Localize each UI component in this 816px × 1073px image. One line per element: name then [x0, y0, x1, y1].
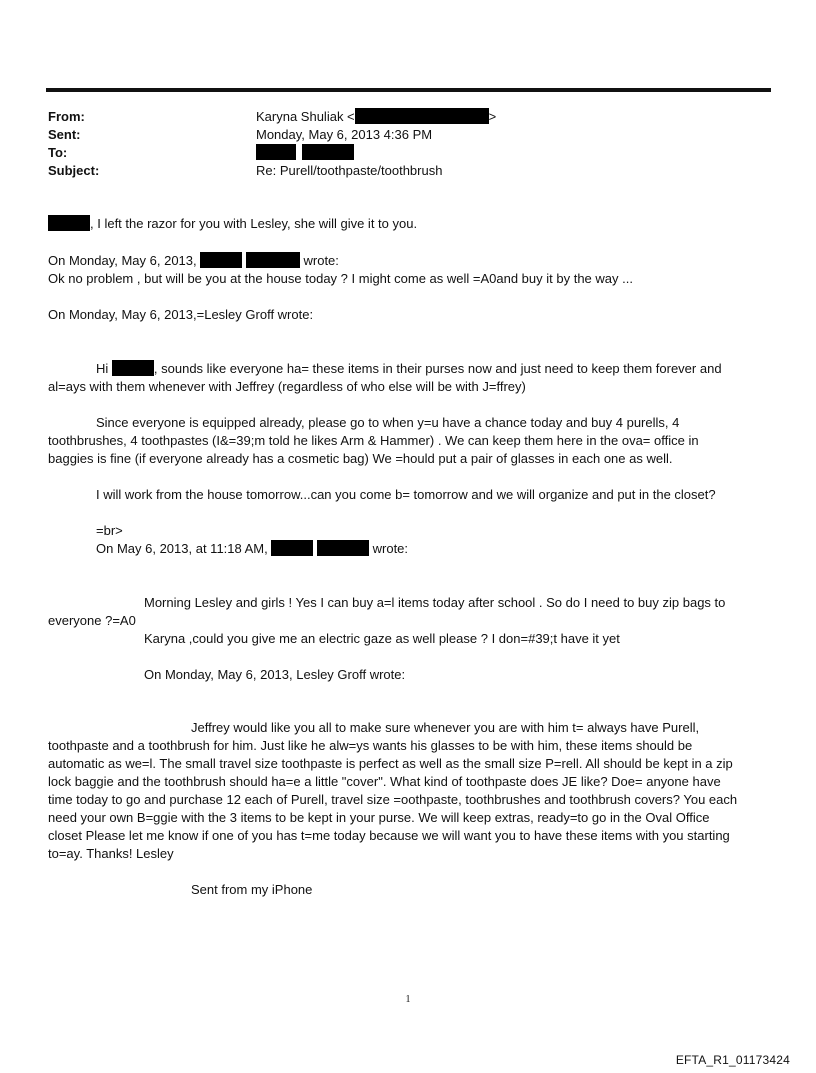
redaction-box: [256, 144, 296, 160]
body-line: lock baggie and the toothbrush should ha=e a little "cover". What kind of toothpaste does JE like? Doe= anyone have: [48, 774, 721, 789]
body-line: Karyna ,could you give me an electric gaze as well please ? I don=#39;t have it yet: [144, 631, 620, 646]
body-line: baggies is fine (if everyone already has a cosmetic bag) We =hould put a pair of glasses in each one as well.: [48, 451, 673, 466]
body-line: Since everyone is equipped already, please go to when y=u have a chance today and buy 4 purells, 4: [96, 415, 680, 430]
redaction-box: [271, 540, 313, 556]
redaction-box: [246, 252, 300, 268]
body-line: toothpaste and a toothbrush for him. Just like he alw=ys wants his glasses to be with him, these items should be: [48, 738, 693, 753]
from-name: Karyna Shuliak <: [256, 109, 355, 124]
sent-label: Sent:: [48, 127, 81, 142]
body-line: closet Please let me know if one of you has t=me today because we will want you to have these items with you starting: [48, 828, 730, 843]
body-line: Jeffrey would like you all to make sure whenever you are with him t= always have Purell,: [191, 720, 700, 735]
from-label: From:: [48, 109, 85, 124]
header-rule: [46, 88, 771, 92]
body-line: , I left the razor for you with Lesley, she will give it to you.: [48, 215, 768, 233]
body-line: toothbrushes, 4 toothpastes (I&=39;m told he likes Arm & Hammer) . We can keep them here in the ova= office in: [48, 433, 699, 448]
to-value: [256, 144, 354, 162]
body-line: to=ay. Thanks! Lesley: [48, 846, 174, 861]
subject-label: Subject:: [48, 163, 100, 178]
redaction-box: [48, 215, 90, 231]
subject-value: Re: Purell/toothpaste/toothbrush: [256, 163, 443, 178]
body-line: time today to go and purchase 12 each of Purell, travel size =oothpaste, toothbrushes and toothbrush covers? You each: [48, 792, 738, 807]
body-line: al=ays with them whenever with Jeffrey (regardless of who else will be with J=ffrey): [48, 379, 526, 394]
signature-line: Sent from my iPhone: [191, 882, 313, 897]
to-label: To:: [48, 145, 68, 160]
body-line: On Monday, May 6, 2013, Lesley Groff wrote:: [144, 667, 406, 682]
body-line: On Monday, May 6, 2013, wrote:: [48, 253, 339, 268]
body-line: On May 6, 2013, at 11:18 AM, wrote:: [96, 541, 409, 556]
body-line: Hi , sounds like everyone ha= these items in their purses now and just need to keep them forever and: [96, 361, 722, 376]
body-line: =br>: [96, 523, 123, 538]
from-value: [256, 108, 496, 126]
body-line: Morning Lesley and girls ! Yes I can buy a=l items today after school . So do I need to buy zip bags to: [144, 595, 726, 610]
sent-value: Monday, May 6, 2013 4:36 PM: [256, 127, 433, 142]
page-number: 1: [405, 994, 411, 1005]
from-close: >: [488, 109, 497, 124]
body-line: Ok no problem , but will be you at the house today ? I might come as well =A0and buy it by the way ...: [48, 271, 633, 286]
redaction-box: [112, 360, 154, 376]
body-line: On Monday, May 6, 2013,=Lesley Groff wrote:: [48, 307, 314, 322]
body-line: I will work from the house tomorrow...can you come b= tomorrow and we will organize and put in the closet?: [96, 487, 716, 502]
body-line: need your own B=ggie with the 3 items to be kept in your purse. We will keep extras, ready=to go in the Oval Office: [48, 810, 710, 825]
redaction-box: [317, 540, 369, 556]
redaction-box: [355, 108, 489, 124]
redaction-box: [302, 144, 354, 160]
body-line: everyone ?=A0: [48, 613, 136, 628]
redaction-box: [200, 252, 242, 268]
document-id: EFTA_R1_01173424: [675, 1053, 790, 1067]
body-line: automatic as we=l. The small travel size toothpaste is perfect as well as the small size P=rell. All should be kept in a zip: [48, 756, 733, 771]
